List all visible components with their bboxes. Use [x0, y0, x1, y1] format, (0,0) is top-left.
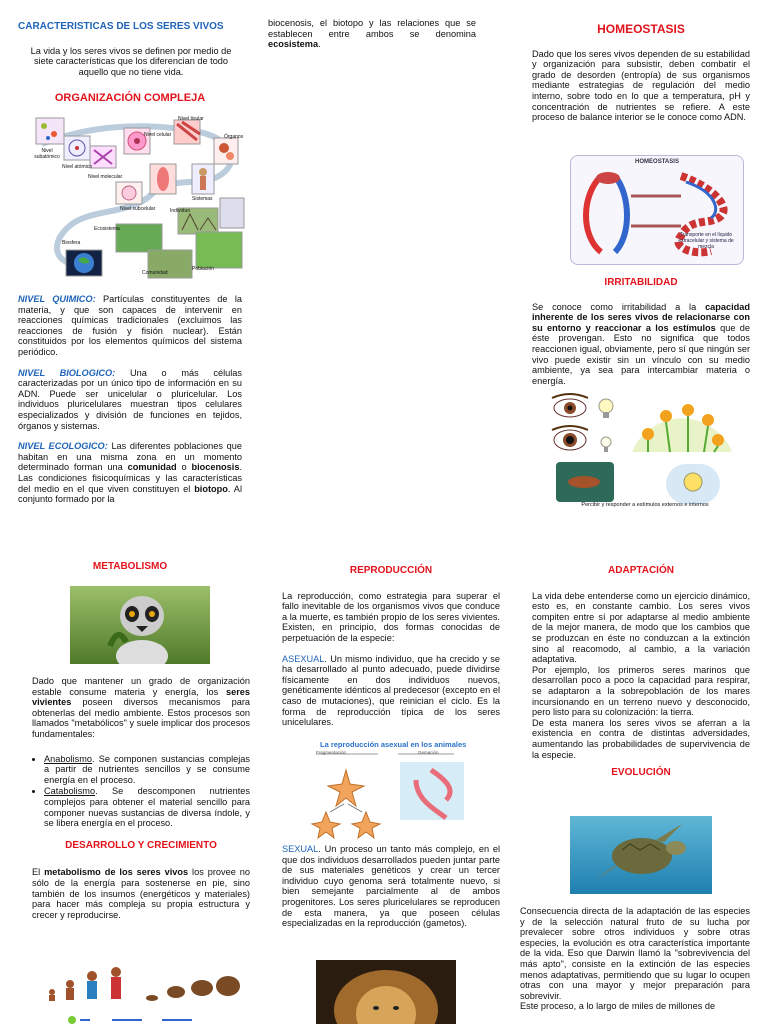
turtle-image	[570, 816, 712, 894]
evolucion-text: Consecuencia directa de la adaptación de las especies y de la selección natural fruto de su lucha por prevalecer sobre otros individuos y sobre otras especies, la evolución es otra característica importante de la vida. Eso que Darwin llamó la "sobrevivencia del más apto", consiste en la extinción de las especies menos adaptativas, permitiendo que su lugar lo ocupen otras con una mayor y mejor preparación para sobrevivir.	[520, 906, 750, 1001]
irritabilidad-title: IRRITABILIDAD	[604, 277, 678, 288]
adaptacion-text-3: De esta manera los seres vivos se aferran a la existencia en contra de distintas adversidades, aumentando las probabilidades de supervivencia de la especie.	[532, 717, 750, 760]
column-1-top	[18, 22, 242, 104]
growth-figure	[42, 962, 242, 1024]
homeostasis-figure	[570, 155, 744, 265]
column-3-irritability	[532, 278, 750, 392]
desarrollo-title: DESARROLLO Y CRECIMIENTO	[65, 839, 217, 851]
label-poblacion: Población	[192, 266, 214, 272]
reproduccion-title: REPRODUCCIÓN	[349, 565, 433, 576]
label-celular: Nivel celular	[144, 132, 172, 138]
label-biosfera: Biosfera	[62, 240, 81, 246]
column-2-bottom	[282, 566, 500, 734]
column-3-top	[532, 24, 750, 129]
adaptacion-title: ADAPTACIÓN	[608, 565, 674, 576]
metabolic-process-list	[18, 754, 250, 829]
asexual-figure-title: La reproducción asexual en los animales	[320, 740, 467, 749]
evolucion-text-2: Este proceso, a lo largo de miles de millones de	[520, 1001, 716, 1012]
label-subatomic: Nivel subatómico	[34, 148, 60, 160]
irritability-figure	[548, 392, 734, 516]
asexual-reproduction-figure	[306, 740, 478, 840]
evolucion-title: EVOLUCIÓN	[611, 767, 671, 779]
irritability-caption: Percibir y responder a estímulos externos e internos	[581, 502, 709, 508]
homeostasis-title: HOMEOSTASIS	[597, 22, 685, 36]
organization-levels-figure	[32, 114, 246, 282]
nivel-quimico: NIVEL QUIMICO: Partículas constituyentes de la materia, y que son capaces de intervenir en reacciones químicas tradicionales (excluimos las reacciones de fusión y fisión nuclear). Están constituidos por los elementos químicos del sistema periódico.	[18, 294, 242, 357]
homeostasis-figure-title: HOMEOSTASIS	[635, 159, 679, 165]
metabolismo-title: METABOLISMO	[92, 561, 168, 572]
page-title: CARACTERISTICAS DE LOS SERES VIVOS	[18, 21, 224, 32]
label-comunidad: Comunidad	[142, 270, 168, 276]
label-subcelular: Nivel subcelular	[120, 206, 156, 212]
adaptacion-text-1: La vida debe entenderse como un ejercicio dinámico, esto es, en constante cambio. Los seres vivos compiten entre sí por adaptarse al medio ambiente de la mejor manera, de modo que los cambios que se produzcan en éste no conduzcan a la extinción sino al reacomodo, al cambio, a la variación adaptativa.	[532, 590, 750, 665]
catabolismo-item: • Catabolismo. Se descomponen nutrientes complejos para obtener el material sencillo para componer nuevas sustancias de diversa índole, y se libera energía en el proceso.	[44, 786, 250, 828]
asexual-label: ASEXUAL	[282, 653, 325, 664]
column-1-levels	[18, 294, 242, 511]
irritabilidad-text: Se conoce como irritabilidad a la capacidad inherente de los seres vivos de relacionarse con su entorno y reaccionar a los estímulos que de éste provengan. Esto no significa que todos reaccionen igual, obviamente, pero sí que ningún ser vivo puede existir sin un vínculo con su medio ambiente, ya sea para intercambiar materia o energía.	[532, 301, 750, 386]
turtle-photo	[570, 816, 712, 894]
irritability-diagram	[548, 392, 734, 516]
reproduccion-text: La reproducción, como estrategia para superar el fallo inevitable de los organismos vivos que conduce a la muerte, es también propio de los seres vivientes. Existen, en principio, dos formas conocidas de perpetuación de la especie:	[282, 590, 500, 643]
label-sistemas: Sistemas	[192, 196, 213, 202]
lemur-image	[70, 586, 210, 664]
nivel-ecologico-label: NIVEL ECOLOGICO:	[18, 441, 108, 452]
sexual-label: SEXUAL	[282, 844, 319, 854]
label-organos: Órganos	[224, 134, 244, 140]
column-1-bottom-header	[18, 562, 242, 573]
label-ecosistema: Ecosistema	[94, 226, 120, 232]
label-tisular: Nivel tisular	[178, 116, 204, 122]
nivel-quimico-label: NIVEL QUIMICO:	[18, 294, 96, 304]
column-1-bottom	[32, 676, 250, 926]
growth-diagram	[42, 962, 242, 1024]
lion-photo	[316, 960, 456, 1024]
nivel-ecologico: NIVEL ECOLOGICO: Las diferentes poblaciones que habitan en una misma zona en un momento determinado forman una comunidad o biocenosis. Las condiciones fisicoquímicas y las características del medio en el que viven constituyen el biotopo. Al conjunto formado por la	[18, 441, 243, 505]
ecosistema-continuation: biocenosis, el biotopo y las relaciones que se establecen entre ambos se denomina ecosistema.	[268, 18, 476, 50]
lemur-photo	[70, 586, 210, 664]
asexual-text: ASEXUAL. Un mismo individuo, que ha crecido y se ha desarrollado al punto adecuado, puede dividirse físicamente en dos individuos nuevos, genéticamente idénticos al predecesor (excepto en el caso de mutaciones), que reinician el ciclo. Es la forma de reproducción típica de los seres unicelulares.	[282, 653, 500, 728]
label-molecular: Nivel molecular	[88, 174, 123, 180]
lion-image	[316, 960, 456, 1024]
nivel-biologico: NIVEL BIOLOGICO: Una o más células caracterizadas por un único tipo de información en su ADN. Puede ser unicelular o pluricelular. Los individuos pluricelulares muestran tipos celulares especializados y división de funciones en tejidos, órganos y sistemas.	[18, 367, 242, 431]
desarrollo-text: El metabolismo de los seres vivos los provee no sólo de la energía para sostenerse en pie, sino también de los insumos (energéticos y materiales) para hacer más compleja su propia estructura y crecer y reproducirse.	[32, 867, 250, 920]
homeostasis-caption: Transporte en el líquido extracelular y sistema de mezcla	[678, 232, 734, 250]
label-atomic: Nivel atómico	[62, 164, 93, 170]
intro-text: La vida y los seres vivos se definen por medio de siete características que los diferencian de todo aquello que no tiene vida.	[30, 45, 232, 77]
adaptacion-text-2: Por ejemplo, los primeros seres marinos que desarrollan poco a poco la capacidad para respirar, se adaptaron a la sobrepoblación de los mares incursionando en un terreno nuevo y desconocido, pero listo para su colonización: la tierra.	[532, 664, 750, 718]
metabolismo-text: Dado que mantener un grado de organización estable consume materia y energía, los seres vivientes poseen diversos mecanismos para obtenerlas del medio ambiente. Estos procesos son llamados "metabólicos" y suele implicar dos procesos fundamentales:	[32, 676, 250, 739]
asexual-figure-left-label: Fragmentación	[316, 750, 347, 755]
organization-diagram	[32, 114, 246, 282]
sexual-text: SEXUAL. Un proceso un tanto más complejo, en el que dos individuos desarrollados pueden juntar parte de sus materiales genéticos y crear un tercer individuo cuyo genoma será totalmente nuevo, si bien semejante parcialmente al de ambos progenitores. Los seres pluricelulares se reproducen de esta manera, ya que poseen células especializadas en la reproducción (gametos).	[282, 844, 500, 929]
column-2-sexual	[282, 844, 500, 935]
org-title: ORGANIZACIÓN COMPLEJA	[54, 92, 206, 105]
homeostasis-text: Dado que los seres vivos dependen de su estabilidad y organización para subsistir, deben combatir el grado de desorden (entropía) de sus organismos mediante estrategias de regulación del medio interno, sobre todo en lo que a temperatura, pH y concentración de nutrientes se refiere. A este proceso de balance interior se le conoce como ADN.	[532, 48, 750, 123]
asexual-diagram	[306, 740, 478, 840]
column-3-bottom	[532, 566, 750, 779]
column-2-top	[268, 18, 476, 56]
label-individuo: Individuo	[170, 208, 191, 214]
asexual-figure-right-label: Gemación	[418, 750, 439, 755]
nivel-biologico-label: NIVEL BIOLOGICO:	[18, 367, 116, 378]
anabolismo-item: • Anabolismo. Se componen sustancias complejas a partir de nutrientes sencillos y se consume energía en el proceso.	[44, 754, 250, 786]
column-3-evolution	[520, 906, 750, 1012]
